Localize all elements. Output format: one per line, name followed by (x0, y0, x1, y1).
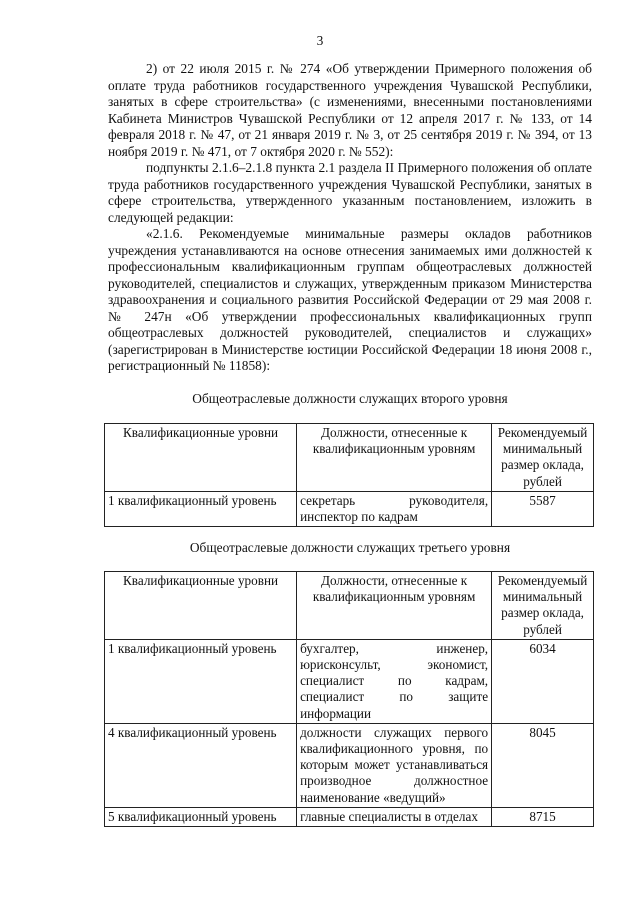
header-cell-salary: Рекомендуемый минимальный размер оклада, рублей (492, 424, 594, 492)
header-cell-positions: Должности, отнесенные к квалификационным уровням (297, 424, 492, 492)
table-row (105, 639, 594, 723)
body-text-block (108, 61, 592, 160)
header-cell-salary: Рекомендуемый минимальный размер оклада, рублей (492, 572, 594, 640)
table-row (105, 723, 594, 807)
paragraph-subclauses: подпункты 2.1.6–2.1.8 пункта 2.1 раздела II Примерного положения об оплате труда работников государственного учреждения Чувашской Республики, занятых в сфере строительства, утвержденного указанным постановлением, изложить в следующей редакции: (108, 160, 592, 225)
positions-cell: секретарь руководителя, инспектор по кадрам (297, 491, 492, 526)
salary-table-second-level (104, 423, 594, 527)
header-cell-levels: Квалификационные уровни (105, 572, 297, 640)
table-row (105, 491, 594, 526)
table-header-row (105, 572, 594, 640)
body-text-block (108, 226, 592, 375)
positions-cell: должности служащих первого квалификационного уровня, по которым может устанавливаться производное должностное наименование «ведущий» (297, 723, 492, 807)
table-header-row (105, 424, 594, 492)
header-cell-positions: Должности, отнесенные к квалификационным уровням (297, 572, 492, 640)
table-caption-second-level: Общеотраслевые должности служащих второго уровня (192, 391, 508, 406)
table-caption-third-level: Общеотраслевые должности служащих третьего уровня (189, 540, 511, 555)
paragraph-clause-2-1-6: «2.1.6. Рекомендуемые минимальные размеры окладов работников учреждения устанавливаются на основе отнесения занимаемых ими должностей к профессиональным квалификационным группам общеотраслевых должностей руководителей, специалистов и служащих, утвержденным приказом Министерства здравоохранения и социального развития Российской Федерации от 29 мая 2008 г. № 247н «Об утверждении профессиональных квалификационных групп общеотраслевых должностей руководителей, специалистов и служащих» (зарегистрирован в Министерстве юстиции Российской Федерации 18 июня 2008 г., регистрационный № 11858): (108, 226, 592, 373)
salary-cell: 5587 (492, 491, 594, 526)
salary-cell: 8715 (492, 807, 594, 826)
level-cell: 4 квалификационный уровень (105, 723, 297, 807)
positions-cell: бухгалтер, инженер, юрисконсульт, экономист, специалист по кадрам, специалист по защите информации (297, 639, 492, 723)
level-cell: 1 квалификационный уровень (105, 639, 297, 723)
page-number: 3 (316, 33, 324, 48)
paragraph-amendment: 2) от 22 июля 2015 г. № 274 «Об утверждении Примерного положения об оплате труда работников государственного учреждения Чувашской Республики, занятых в сфере строительства» (с изменениями, внесенными постановлениями Кабинета Министров Чувашской Республики от 12 апреля 2017 г. № 133, от 14 февраля 2018 г. № 47, от 21 января 2019 г. № 3, от 25 сентября 2019 г. № 394, от 13 ноября 2019 г. № 471, от 7 октября 2020 г. № 552): (108, 61, 592, 159)
header-cell-levels: Квалификационные уровни (105, 424, 297, 492)
positions-cell: главные специалисты в отделах (297, 807, 492, 826)
salary-cell: 8045 (492, 723, 594, 807)
salary-cell: 6034 (492, 639, 594, 723)
level-cell: 1 квалификационный уровень (105, 491, 297, 526)
table-row (105, 807, 594, 826)
body-text-block (108, 160, 592, 226)
level-cell: 5 квалификационный уровень (105, 807, 297, 826)
salary-table-third-level (104, 571, 594, 827)
